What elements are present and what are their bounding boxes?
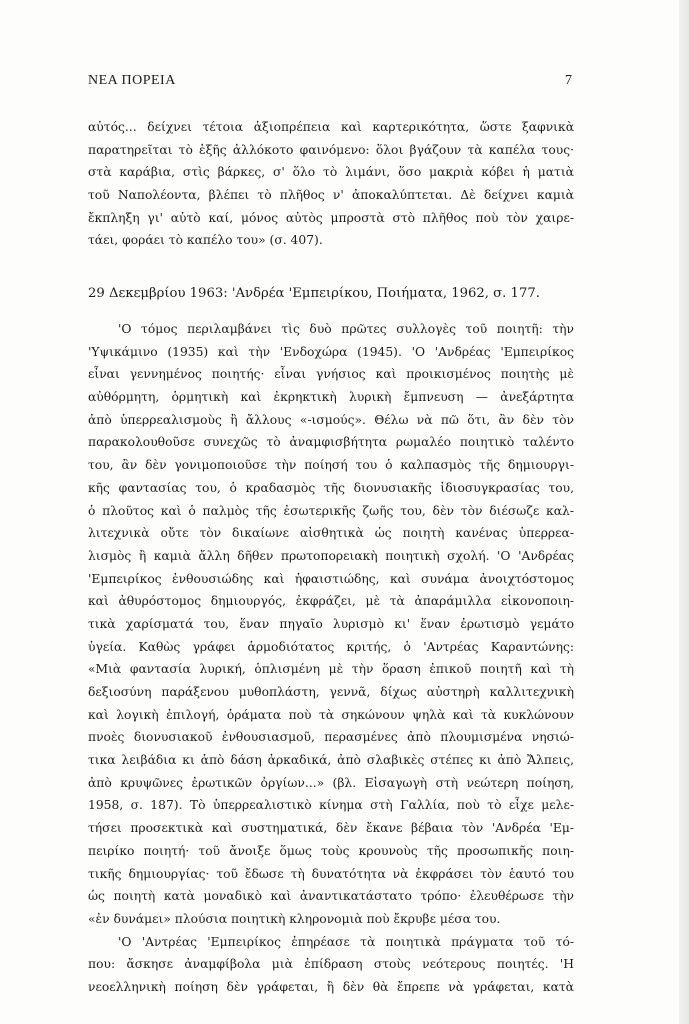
text-line: τήσει προσεκτικὰ καὶ συστηματικά, δὲν ἔκανε βέβαια τὸν 'Ανδρέα 'Εμ- [88, 821, 574, 836]
text-line: ὑγεία. Καθὼς γράφει ἁρμοδιότατος κριτής, ὁ 'Αντρέας Καραντώνης: [88, 639, 574, 654]
text-line: ἀπὸ κρυψῶνες ἐρωτικῶν ὀργίων...» (βλ. Εἰσαγωγὴ στὴ νεώτερη ποίηση, [88, 775, 574, 790]
text-line: 'Ο 'Αντρέας 'Εμπειρίκος ἐπηρέασε τὰ ποιητικὰ πράγματα τοῦ τό- [118, 934, 574, 949]
entry-body [88, 318, 574, 999]
text-line: «Μιὰ φαντασία λυρική, ὁπλισμένη μὲ τὴν ὅραση ἐπικοῦ ποιητῆ καὶ τὴ [88, 662, 574, 677]
text-line: λιτεχνικὰ οὔτε τὸν δικαίωνε αἰσθητικὰ ὡς ποιητὴ κανένας ὑπερρεα- [88, 526, 574, 541]
text-line: πειρίκο ποιητή· τοῦ ἄνοιξε ὅμως τοὺς κρουνοὺς τῆς προσωπικῆς ποιη- [88, 843, 574, 858]
text-line: «ἐν δυνάμει» πλούσια ποιητικὴ κληρονομιὰ ποὺ ἔκρυβε μέσα του. [88, 911, 501, 926]
text-line: τικῆς δημιουργίας· τοῦ ἔδωσε τὴ δυνατότητα νὰ ἐκφράσει τὸν ἑαυτό του [88, 866, 574, 881]
text-line: 'Υψικάμινο (1935) καὶ τὴν 'Ενδοχώρα (1945). 'Ο 'Ανδρέας 'Εμπειρίκος [88, 344, 574, 359]
page-binding-edge [679, 0, 689, 1024]
text-line: 1958, σ. 187). Τὸ ὑπερρεαλιστικὸ κίνημα στὴ Γαλλία, ποὺ τὸ εἶχε μελε- [88, 798, 574, 813]
text-line: που: ἄσκησε ἀναμφίβολα μιὰ ἐπίδραση στοὺς νεότερους ποιητές. 'Η [88, 957, 574, 972]
text-line: παρακολουθοῦσε συνεχῶς τὸ ἀναμφισβήτητα ρωμαλέο ποιητικὸ ταλέντο [88, 435, 574, 450]
text-line: κῆς φαντασίας του, ὁ κραδασμὸς τῆς διονυσιακῆς ἰδιοσυγκρασίας του, [88, 480, 574, 495]
text-line: παρατηρεῖται τὸ ἑξῆς ἀλλόκοτο φαινόμενο: ὅλοι βγάζουν τὰ καπέλα τους· [88, 142, 574, 157]
text-line: ἔκπληξη γι' αὐτὸ καί, μόνος αὐτὸς μπροστὰ στὸ πλῆθος ποὺ τὸν χαιρε- [88, 210, 574, 225]
text-line: καὶ λογικὴ ἐπιλογή, ὁράματα ποὺ τὰ σηκώνουν ψηλὰ καὶ τὰ κυκλώνουν [88, 707, 574, 722]
text-line: τοῦ Ναπολέοντα, βλέπει τὸ πλῆθος ν' ἀποκαλύπτεται. Δὲ δείχνει καμιὰ [88, 188, 574, 203]
text-line: αὐτός... δείχνει τέτοια ἀξιοπρέπεια καὶ καρτερικότητα, ὥστε ξαφνικὰ [88, 120, 574, 134]
text-line: ὁ πλοῦτος καὶ ὁ παλμὸς τῆς ἐσωτερικῆς ζωῆς του, δὲν τὸν διέσωζε καλ- [88, 503, 574, 518]
text-line: πνοὲς διονυσιακοῦ ἐνθουσιασμοῦ, περασμένες ἀπὸ πλουμισμένα νησιώ- [88, 730, 574, 745]
text-line: τάει, φοράει τὸ καπέλο του» (σ. 407). [88, 233, 323, 248]
text-line: τικὰ χαρίσματά του, ἕναν πηγαῖο λυρισμὸ κι' ἕναν ἐρωτισμὸ γεμάτο [88, 616, 574, 631]
text-line: 'Ο τόμος περιλαμβάνει τὶς δυὸ πρῶτες συλλογὲς τοῦ ποιητῆ: τὴν [118, 322, 574, 336]
text-line: δεξιοσύνη παράξενου μυθοπλάστη, γεννᾶ, δίχως αὐστηρὴ καλλιτεχνικὴ [88, 685, 574, 699]
text-line: τικα λειβάδια κι ἀπὸ δάση ἀρκαδικά, ἀπὸ σλαβικὲς στέπες κι ἀπὸ Ἄλπεις, [88, 753, 574, 768]
text-line: αὐθόρμητη, ὁρμητικὴ καὶ ἐκρηκτικὴ λυρικὴ ἔμπνευση — ἀνεξάρτητα [88, 390, 574, 405]
text-line: εἶναι γεννημένος ποιητής· εἶναι γνήσιος καὶ προικισμένος ποιητὴς μὲ [88, 367, 574, 382]
running-head: ΝΕΑ ΠΟΡΕΙΑ [88, 73, 176, 88]
text-line: λισμὸς ἢ καμιὰ ἄλλη δῆθεν πρωτοπορειακὴ ποιητικὴ σχολή. 'Ο 'Ανδρέας [88, 548, 574, 563]
text-line: ὡς ποιητὴ κατὰ μοναδικὸ καὶ ἀναντικατάστατο τρόπο· ἐλευθέρωσε τὴν [88, 889, 574, 904]
text-line: του, ἂν δὲν γονιμοποιοῦσε τὴν ποίησή του ὁ καλπασμὸς τῆς δημιουργι- [88, 458, 574, 473]
text-line: καὶ ἀθυρόστομος δημιουργός, ἐκφράζει, μὲ τὰ ἀπαράμιλλα εἰκονοποιη- [88, 594, 574, 609]
quote-paragraph [88, 116, 574, 252]
text-line: νεοελληνικὴ ποίηση δὲν γράφεται, ἢ δὲν θὰ ἔπρεπε νὰ γράφεται, κατὰ [88, 979, 574, 994]
text-line: στὰ καράβια, στὶς βάρκες, σ' ὅλο τὸ λιμάνι, ὅσο μακριὰ κόβει ἡ ματιὰ [88, 165, 574, 180]
text-line: ἀπὸ ὑπερρεαλισμοὺς ἢ ἄλλους «-ισμούς». Θέλω νὰ πῶ ὅτι, ἂν δὲν τὸν [88, 412, 574, 427]
page-number: 7 [565, 73, 572, 88]
text-line: 'Εμπειρίκος ἐνθουσιώδης καὶ ἡφαιστιώδης, καὶ συνάμα ἀνοιχτόστομος [88, 571, 574, 586]
entry-heading: 29 Δεκεμβρίου 1963: 'Ανδρέα 'Εμπειρίκου, Ποιήματα, 1962, σ. 177. [88, 286, 540, 301]
page-header [88, 73, 572, 95]
